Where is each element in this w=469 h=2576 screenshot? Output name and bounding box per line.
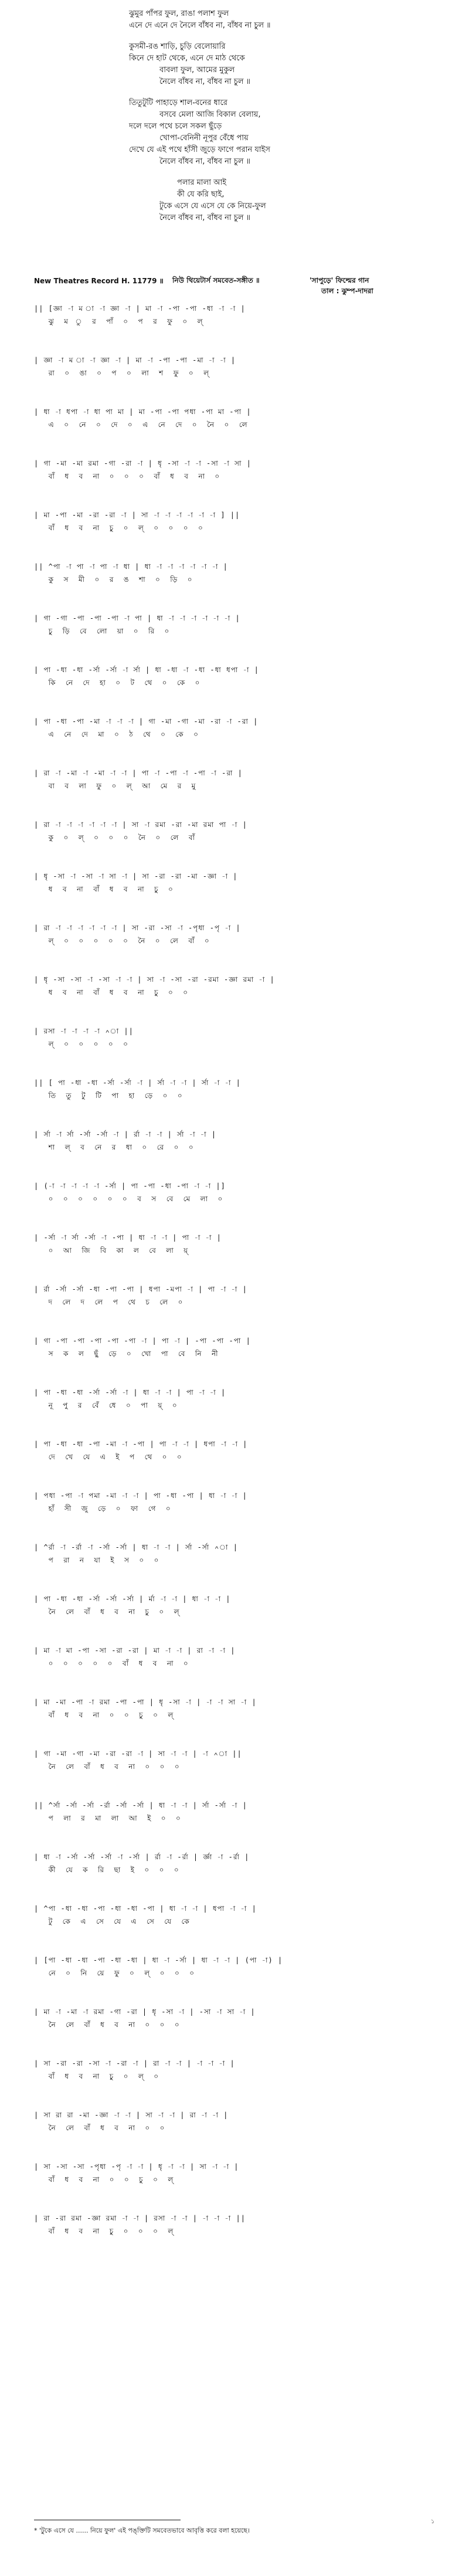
swaralipi-line: || [জ্ঞা -া ম া -া জ্ঞা -া | মা -া -পা -পা -ধা -া -া | xyxy=(34,304,246,313)
notation-row xyxy=(34,1078,444,1130)
notation-row xyxy=(34,1955,444,2007)
lyric-syllables: হাঁ সী জু ড়ে ০ ফা গে ০ xyxy=(34,1504,171,1513)
notation-row xyxy=(34,1388,444,1439)
swaralipi-line: | পা -ধা -ধা -র্সা -র্সা -র্সা | র্মা -া -া | ধা -া -া | xyxy=(34,1595,231,1603)
notation-row xyxy=(34,2110,444,2162)
swaralipi-line: | সা -রা -রা -সা -া -রা -া | রা -া -া | -া -া -া | xyxy=(34,2059,235,2067)
notation-row xyxy=(34,1233,444,1284)
page-number: ১ xyxy=(431,2519,435,2525)
swaralipi-line: | গা -গা -পা -পা -পা -া পা | ধা -া -া -া -া -া -া | xyxy=(34,614,240,622)
tala-label: তাল : ঝুম্প-দাদরা xyxy=(321,287,373,295)
lyric-syllables: রা ০ ঙা ০ প ০ লা শ ফু ০ ল্ xyxy=(34,369,210,377)
lyric-syllables: টু কে এ সে যে এ সে যে কে xyxy=(34,1917,190,1926)
notation-block xyxy=(34,304,444,2265)
lyric-syllables: বাঁ ধ ব না চু ০ ল্ ০ ০ ০ ০ xyxy=(34,524,203,532)
lyric-syllables: শা ল্ ব নে র ধা ০ রে ০ ০ xyxy=(34,1143,194,1151)
lyric-line: পলার মালা আই xyxy=(177,178,227,187)
notation-row xyxy=(34,1543,444,1594)
swaralipi-line: | পা -ধা -ধা -র্সা -র্সা -া র্সা | ধা -ধা -া -ধা -ধা ধপা -া | xyxy=(34,666,259,674)
swaralipi-line: | (-া -া -া -া -া -র্সা | পা -পা -ধা -পা -া -া |] xyxy=(34,1182,226,1190)
lyric-syllables: ল্ ০ ০ ০ ০ ০ নৈ ০ লে বাঁ ০ xyxy=(34,937,210,945)
lyric-line: ঝুমুর পাঁপর ফুল, রাঙা পলাশ ফুল xyxy=(129,9,229,18)
notation-row xyxy=(34,355,444,407)
notation-row xyxy=(34,2214,444,2265)
lyric-syllables: বাঁ ধ ব না চু ০ ল্ ০ xyxy=(34,2072,159,2080)
notation-row xyxy=(34,1904,444,1955)
swaralipi-line: | ধা -া -র্সা -র্সা -র্সা -া -র্সা | র্রা -া -র্রা | র্জ্ঞা -া -র্রা | xyxy=(34,1853,250,1861)
lyric-syllables: বাঁ ধ ব না ০ ০ ০ বাঁ ধ ব না ০ xyxy=(34,472,220,480)
lyric-line: নৈলে বাঁধব না, বাঁধব না চুল ॥ xyxy=(159,213,251,222)
lyric-syllables: স ক ল ছুঁ ড়ে ০ খো পা বে নি নী xyxy=(34,1350,219,1358)
swaralipi-line: | রসা -া -া -া -া ^া || xyxy=(34,1027,134,1035)
lyric-syllables: ০ ০ ০ ০ ০ বাঁ ধ ব না ০ xyxy=(34,1659,189,1667)
lyric-syllables: নৈ লে বাঁ ধ ব না ০ ০ ০ xyxy=(34,2021,180,2029)
notation-row xyxy=(34,2059,444,2110)
swaralipi-line: | রা -া -া -া -া -া -া | সা -া রমা -রা -মা রমা পা -া | xyxy=(34,821,247,829)
lyric-syllables: নে ০ নি য়ে ফু ০ ল্ ০ ০ ০ xyxy=(34,1969,195,1977)
swaralipi-line: | পা -ধা -পা -মা -া -া -া | গা -মা -গা -মা -রা -া -রা | xyxy=(34,717,259,726)
record-number: New Theatres Record H. 11779 ॥ xyxy=(34,277,164,285)
lyric-syllables: কু স মী ০ র ঙ শা ০ ড়ি ০ xyxy=(34,575,193,584)
lyric-syllables: ল্ ০ ০ ০ ০ ০ xyxy=(34,1040,128,1048)
swaralipi-line: || ^পা -া পা -া পা -া ধা | ধা -া -া -া -া -া -া | xyxy=(34,562,228,571)
swaralipi-line: || [ পা -ধা -ধা -র্সা -র্সা -া | র্সা -া -া | র্সা -া -া | xyxy=(34,1079,241,1087)
lyric-line: কুসমী-রঙ শাড়ি, চুড়ি বেলোয়ারি xyxy=(129,42,226,51)
lyric-syllables: নৈ লে বাঁ ধ ব না ০ ০ xyxy=(34,2124,165,2132)
lyric-syllables: ০ আ জি বি কা ল বে লা য়্ xyxy=(34,1246,189,1255)
notation-row xyxy=(34,304,444,355)
lyric-syllables: বা ব লা ফু ০ ল্ আ মে র মু xyxy=(34,782,196,790)
swaralipi-line: | ধৃ -সা -া -সা -া সা -া | সা -রা -রা -মা -জ্ঞা -া | xyxy=(34,872,238,880)
swaralipi-line: | গা -মা -গা -মা -রা -রা -া | সা -া -া | -া ^া || xyxy=(34,1750,242,1758)
lyric-line: টুকে এসে যে এসে যে কে নিয়ে-ফুল xyxy=(159,202,266,211)
swaralipi-line: || ^র্সা -র্সা -র্সা -র্রা -র্সা -র্সা | ধা -া -া | র্সা -র্সা -া | xyxy=(34,1801,247,1809)
stanza xyxy=(129,8,399,32)
song-source: 'সাপুড়ে' ফিল্মের গান xyxy=(310,276,369,284)
notation-row xyxy=(34,872,444,923)
swaralipi-line: | মা -া -মা -া রমা -গা -রা | ধৃ -সা -া | -সা -া সা -া | xyxy=(34,2008,256,2016)
notation-row xyxy=(34,1026,444,1078)
lyric-line: বসবে মেলা আজি বিকাল বেলায়, xyxy=(159,110,261,119)
swaralipi-line: | মা -মা -পা -া রমা -পা -পা | ধৃ -সা -া | -া -া সা -া | xyxy=(34,1698,257,1706)
stanza xyxy=(129,177,399,224)
swaralipi-line: | রা -রা রমা -জ্ঞা রমা -া -া | রসা -া -া | -া -া -া || xyxy=(34,2214,246,2222)
lyric-syllables: নূ পু র বেঁ ধে ০ পা য়্ ০ xyxy=(34,1401,178,1409)
lyric-line: কী যে করি ছাই, xyxy=(177,190,225,199)
lyric-syllables: কী যে ক রি ছা ই ০ ০ ০ xyxy=(34,1866,179,1874)
lyric-syllables: দ লে দ লে প থে চ লে ০ xyxy=(34,1298,183,1306)
notation-row xyxy=(34,1284,444,1336)
swaralipi-line: | র্সা -া র্সা -র্সা -র্সা -া | র্রা -া -া | র্সা -া -া | xyxy=(34,1130,217,1138)
notation-row xyxy=(34,820,444,872)
lyric-syllables: নৈ লে বাঁ ধ ব না ০ ০ ০ xyxy=(34,1762,180,1771)
notation-row xyxy=(34,1646,444,1697)
lyric-syllables: ০ ০ ০ ০ ০ ০ ব স বে মে লা ০ xyxy=(34,1195,223,1203)
lyric-syllables: তি তু টু টি পা হা ড়ে ০ ০ xyxy=(34,1092,183,1100)
swaralipi-line: | পা -ধা -ধা -পা -মা -া -পা | পা -া -া | ধপা -া -া | xyxy=(34,1440,248,1448)
lyric-line: তিতুটুটি পাহাড়ে শাল-বনের ধারে xyxy=(129,99,227,107)
film-credit: নিউ থিয়েটার্স সমবেত-সঙ্গীত ॥ xyxy=(172,276,260,284)
swaralipi-line: | ^পা -ধা -ধা -পা -ধা -ধা -পা | ধা -া -া | ধপা -া -া | xyxy=(34,1904,257,1913)
lyric-line: দেখে যে এই পথে হাঁসী জুড়ে ফাগে পরান যাইস xyxy=(129,145,270,154)
notation-row xyxy=(34,1491,444,1543)
lyric-syllables: ধ ব না বাঁ ধ ব না চু ০ ০ xyxy=(34,988,189,996)
swaralipi-line: | সা -সা -সা -পৃধা -পৃ -া -া | ধৃ -া -া | সা -া -া | xyxy=(34,2163,239,2171)
notation-row xyxy=(34,717,444,768)
swaralipi-line: | জ্ঞা -া ম া -া জ্ঞা -া | মা -া -পা -পা -মা -া -া | xyxy=(34,356,236,364)
notation-row xyxy=(34,407,444,459)
swaralipi-line: | [পা -ধা -ধা -পা -ধা -ধা | ধা -া -র্সা | ধা -া -া | (পা -া) | xyxy=(34,1956,283,1964)
swaralipi-line: | পধা -পা -া পমা -মা -া -া | পা -ধা -পা | ধা -া -া | xyxy=(34,1492,247,1500)
lyric-line: নৈলে বাঁধব না, বাঁধব না চুল ॥ xyxy=(159,157,251,166)
swaralipi-line: | গা -পা -পা -পা -পা -পা -া | পা -া | -পা -পা -পা | xyxy=(34,1337,251,1345)
swaralipi-line: | মা -পা -মা -রা -রা -া | সা -া -া -া -া -া -া ] || xyxy=(34,511,240,519)
lyric-line: নৈলে বাঁধব না, বাঁধব না চুল ॥ xyxy=(159,77,251,86)
stanza xyxy=(129,41,399,88)
notation-row xyxy=(34,1439,444,1491)
notation-row xyxy=(34,1852,444,1904)
notation-row xyxy=(34,1749,444,1801)
notation-row xyxy=(34,614,444,665)
lyric-line: এনে দে এনে দে নৈলে বাঁধব না, বাঁধব না চুল ॥ xyxy=(129,21,271,30)
swaralipi-line: | পা -ধা -ধা -র্সা -র্সা -া | ধা -া -া | পা -া -া | xyxy=(34,1388,226,1397)
notation-row xyxy=(34,1181,444,1233)
lyric-syllables: ঝু ম ু র পাঁ ০ প র ফু ০ ল্ xyxy=(34,317,203,326)
lyric-line: খোপা-বেনিনী নূপুর বেঁধে পায় xyxy=(159,134,249,143)
lyric-syllables: এ নে দে মা ০ ঠ থে ০ কে ০ xyxy=(34,730,199,738)
swaralipi-line: | সা রা রা -মা -জ্ঞা -া -া | সা -া -া | রা -া -া | xyxy=(34,2111,229,2119)
notation-row xyxy=(34,665,444,717)
swaralipi-line: | ^র্রা -া -র্রা -া -র্সা -র্সা | ধা -া -া | র্সা -র্সা ^া | xyxy=(34,1543,238,1551)
notation-row xyxy=(34,1130,444,1181)
notation-row xyxy=(34,768,444,820)
notation-row xyxy=(34,1801,444,1852)
notation-row xyxy=(34,1594,444,1646)
lyric-syllables: কি নে দে হা ০ ট থে ০ কে ০ xyxy=(34,679,200,687)
lyric-syllables: বাঁ ধ ব না ০ ০ চু ০ ল্ xyxy=(34,2175,174,2184)
lyric-line: কিনে দে হাট থেকে, এনে দে মাঠ থেকে xyxy=(129,54,245,63)
lyric-syllables: ধ ব না বাঁ ধ ব না চু ০ xyxy=(34,885,174,893)
swaralipi-line: | ধৃ -সা -সা -া -সা -া -া | সা -া -সা -রা -রমা -জ্ঞা রমা -া | xyxy=(34,975,275,984)
lyric-syllables: বাঁ ধ ব না চু ০ ০ ০ ল্ xyxy=(34,2227,174,2235)
lyric-syllables: দে খে যে এ ই প থে ০ ০ xyxy=(34,1453,182,1461)
swaralipi-line: | গা -মা -মা রমা -গা -রা -া | ধৃ -সা -া -া -সা -া সা | xyxy=(34,459,252,467)
notation-row xyxy=(34,2007,444,2059)
notation-row xyxy=(34,510,444,562)
song-lyrics xyxy=(129,8,399,233)
lyric-line: বাবলা ফুল, আমের মুকুল xyxy=(159,66,235,74)
swaralipi-line: | র্রা -র্সা -র্সা -ধা -পা -পা | ধপা -মপা -া | পা -া -া | xyxy=(34,1285,247,1293)
swaralipi-line: | ধা -া ধপা -া ধা পা মা | মা -পা -পা পধা -পা মা -পা | xyxy=(34,408,252,416)
notation-row xyxy=(34,923,444,975)
swaralipi-line: | মা -া মা -পা -সা -রা -রা | মা -া -া | রা -া -া | xyxy=(34,1646,236,1655)
notation-row xyxy=(34,2162,444,2214)
swaralipi-line: | -র্সা -া র্সা -র্সা -া -পা | ধা -া -া | পা -া -া | xyxy=(34,1233,222,1242)
footnote: * 'টুকে এসে যে ...... নিয়ে ফুল' এই পঙ্‌ক্তিটি সমবেতভাবে আবৃত্তি করে বলা হয়েছে। xyxy=(34,2527,250,2534)
lyric-syllables: চু ড়ি বে লো য়া ০ রি ০ xyxy=(34,627,170,635)
stanza xyxy=(129,97,399,168)
lyric-syllables: এ ০ নে ০ দে ০ এ নে দে ০ নৈ ০ লে xyxy=(34,421,248,429)
notation-row xyxy=(34,459,444,510)
lyric-syllables: নৈ লে বাঁ ধ ব না চু ০ ল্ xyxy=(34,1608,180,1616)
swaralipi-line: | রা -া -া -া -া -া -া | সা -রা -সা -া -পৃধা -পৃ -া | xyxy=(34,924,241,932)
lyric-syllables: প লা র মা লা আ ই ০ ০ xyxy=(34,1814,181,1822)
notation-row xyxy=(34,1697,444,1749)
notation-row xyxy=(34,975,444,1026)
lyric-syllables: প রা ন যা ই স ০ ০ xyxy=(34,1556,159,1564)
notation-row xyxy=(34,562,444,614)
notation-row xyxy=(34,1336,444,1388)
lyric-line: দলে দলে পথে চলে সকল ছুঁড়ে xyxy=(129,122,222,131)
lyric-syllables: বাঁ ধ ব না ০ ০ চু ০ ল্ xyxy=(34,1711,174,1719)
swaralipi-line: | রা -া -মা -া -মা -া -া | পা -া -পা -া -পা -া -রা | xyxy=(34,769,243,777)
lyric-syllables: কু ০ ল্ ০ ০ ০ নৈ ০ লে বাঁ xyxy=(34,833,196,842)
